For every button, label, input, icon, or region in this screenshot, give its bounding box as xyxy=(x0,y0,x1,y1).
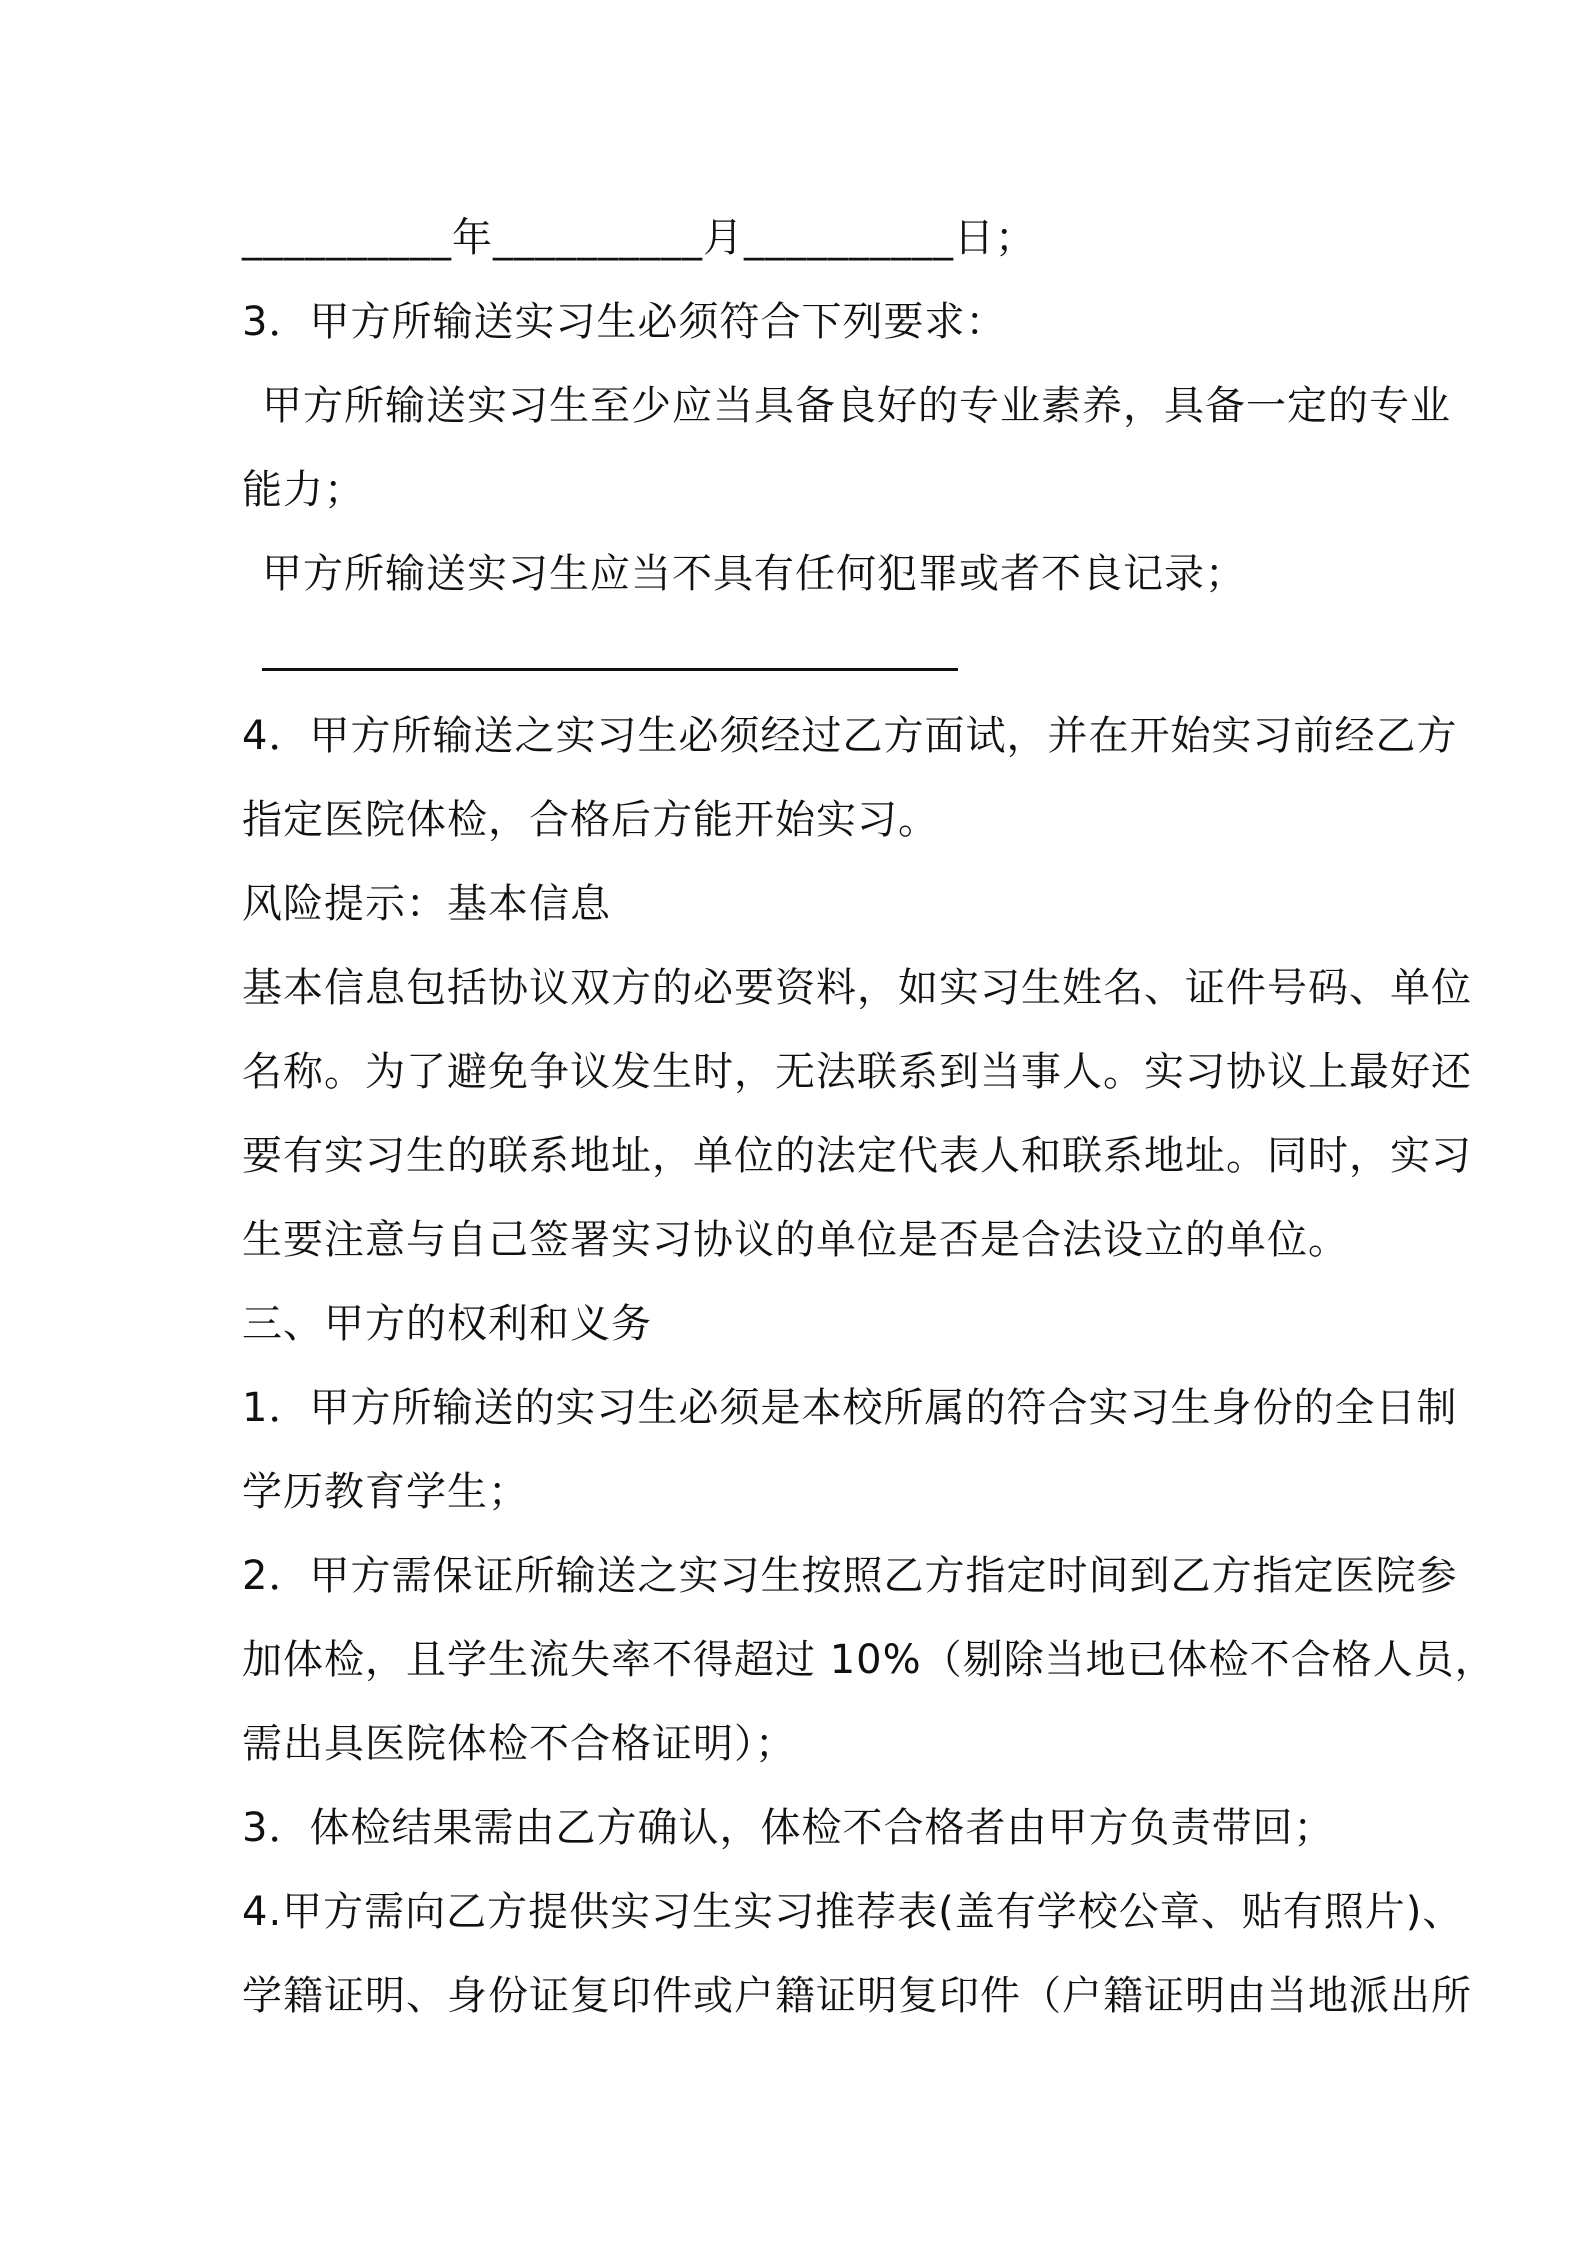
paragraph-line: 需出具医院体检不合格证明）； xyxy=(242,1721,796,1767)
paragraph-line: 4．甲方所输送之实习生必须经过乙方面试，并在开始实习前经乙方 xyxy=(242,713,1458,759)
paragraph-line: 生要注意与自己签署实习协议的单位是否是合法设立的单位。 xyxy=(242,1217,1349,1263)
section-heading: 风险提示：基本信息 xyxy=(242,881,611,927)
paragraph-line: 4.甲方需向乙方提供实习生实习推荐表(盖有学校公章、贴有照片)、 xyxy=(242,1889,1464,1935)
section-heading: 三、甲方的权利和义务 xyxy=(242,1301,652,1347)
paragraph-line: 指定医院体检，合格后方能开始实习。 xyxy=(242,797,939,843)
paragraph-line: 2．甲方需保证所输送之实习生按照乙方指定时间到乙方指定医院参 xyxy=(242,1553,1458,1599)
paragraph-line: 学历教育学生； xyxy=(242,1469,529,1515)
paragraph-line: 1．甲方所输送的实习生必须是本校所属的符合实习生身份的全日制 xyxy=(242,1385,1458,1431)
paragraph-line: 甲方所输送实习生至少应当具备良好的专业素养，具备一定的专业 xyxy=(262,383,1451,429)
paragraph-line: 基本信息包括协议双方的必要资料，如实习生姓名、证件号码、单位 xyxy=(242,965,1472,1011)
paragraph-line: 3．体检结果需由乙方确认，体检不合格者由甲方负责带回； xyxy=(242,1805,1335,1851)
date-line: __________年__________月__________日； xyxy=(242,215,1036,261)
paragraph-line: 名称。为了避免争议发生时，无法联系到当事人。实习协议上最好还 xyxy=(242,1049,1472,1095)
paragraph-line: 学籍证明、身份证复印件或户籍证明复印件（户籍证明由当地派出所 xyxy=(242,1973,1472,2019)
blank-fill-line xyxy=(262,668,958,671)
paragraph-line: 要有实习生的联系地址，单位的法定代表人和联系地址。同时，实习 xyxy=(242,1133,1472,1179)
paragraph-line: 加体检，且学生流失率不得超过 10%（剔除当地已体检不合格人员， xyxy=(242,1637,1496,1683)
paragraph-line: 甲方所输送实习生应当不具有任何犯罪或者不良记录； xyxy=(262,551,1246,597)
paragraph-line: 能力； xyxy=(242,467,365,513)
paragraph-line: 3．甲方所输送实习生必须符合下列要求： xyxy=(242,299,1007,345)
